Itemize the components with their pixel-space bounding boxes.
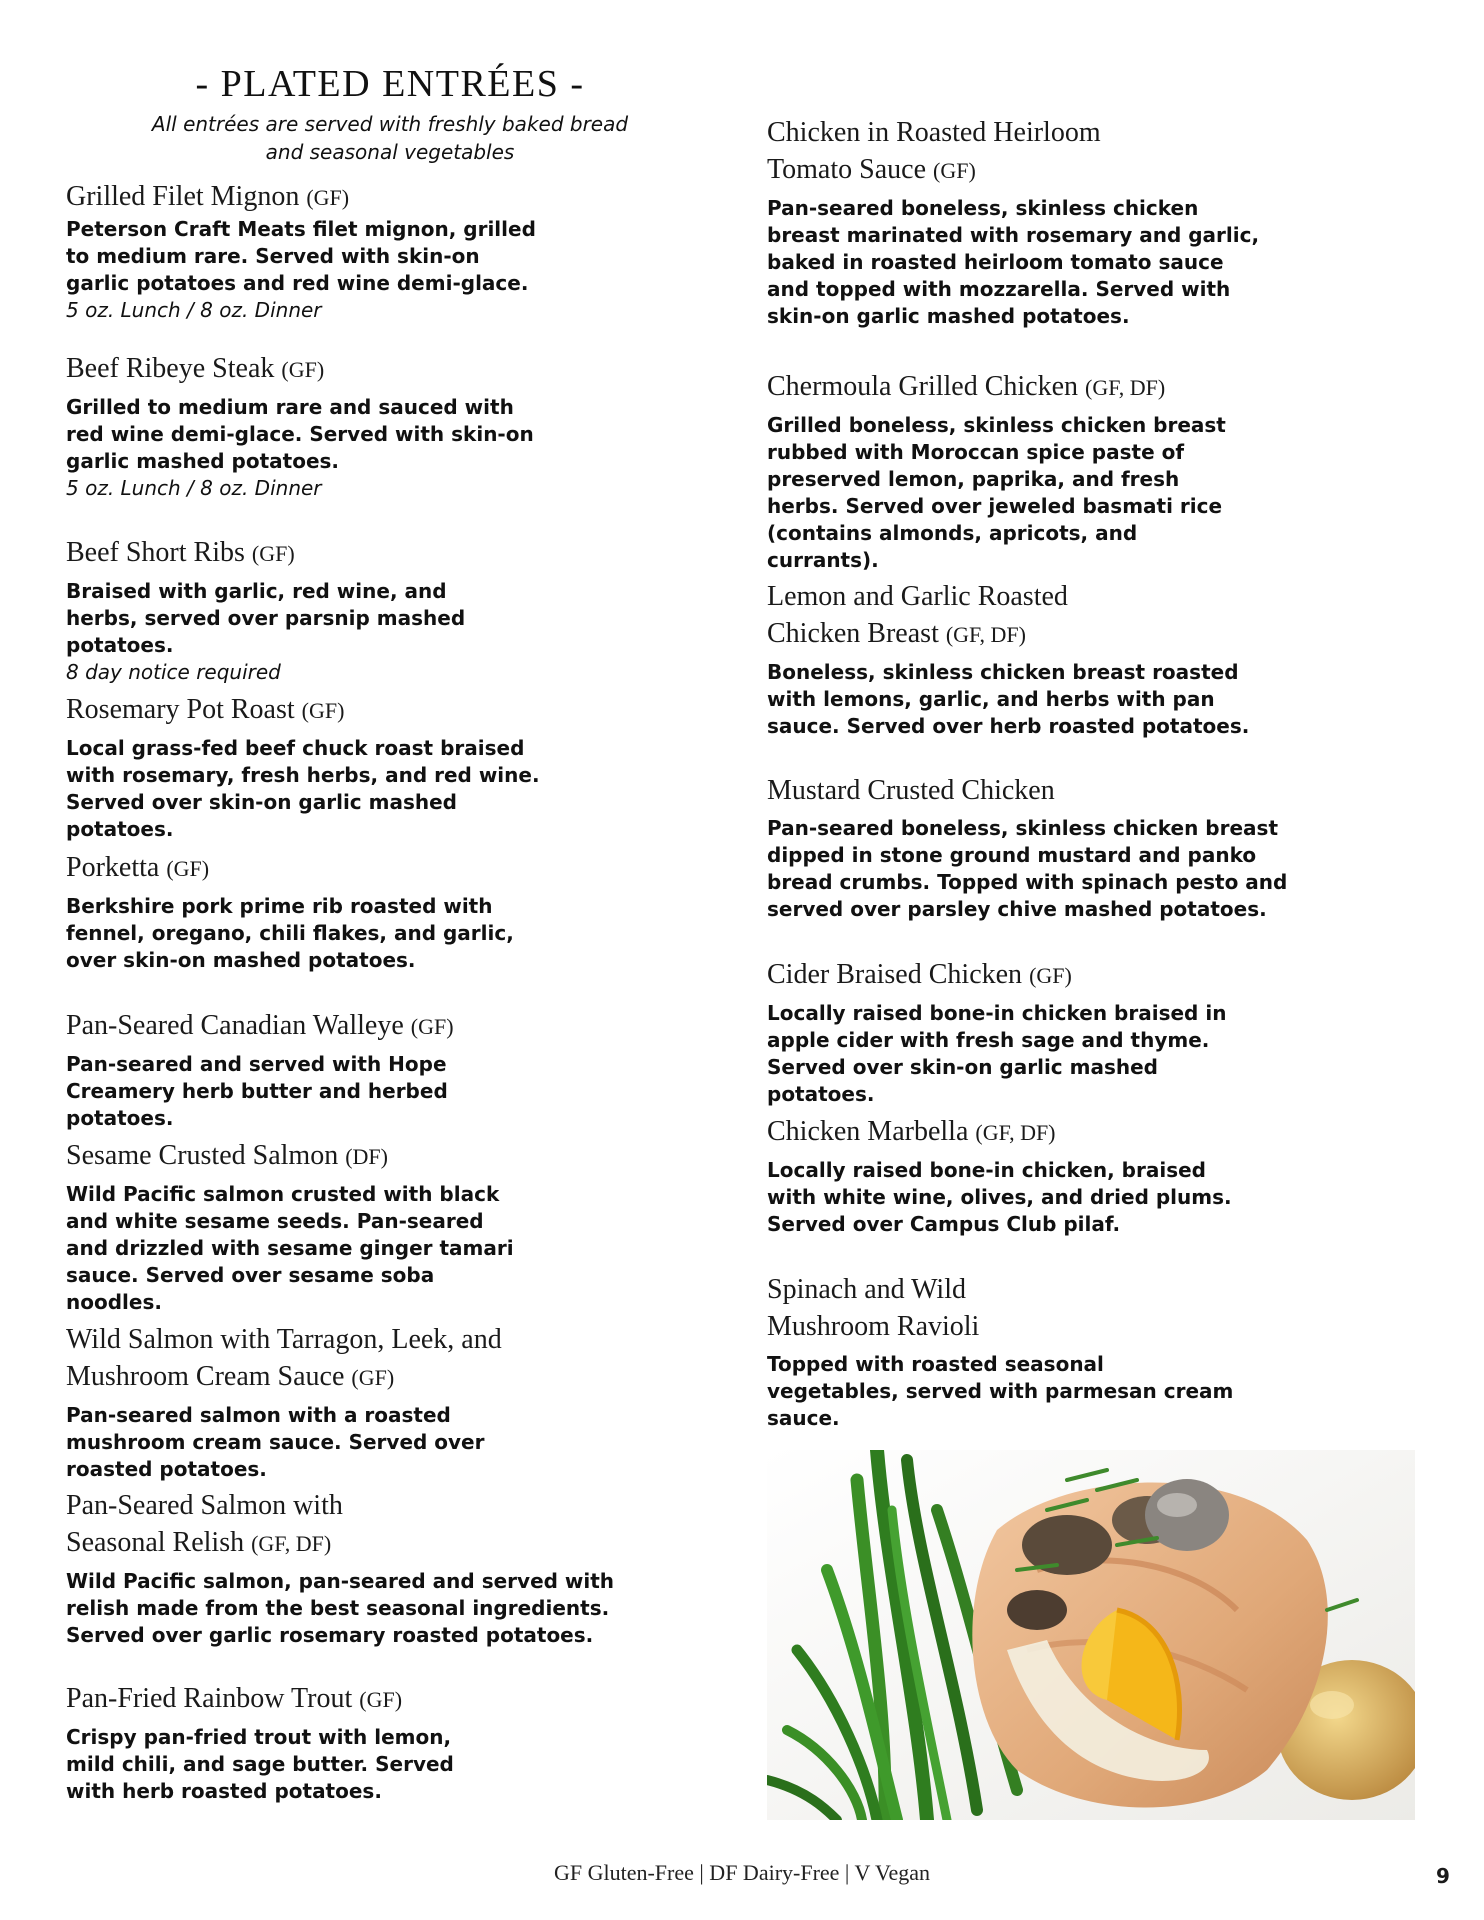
menu-item [767, 956, 1407, 1113]
dietary-tag: (GF, DF) [251, 1531, 332, 1556]
menu-item-name: Chicken Marbella (GF, DF) [767, 1116, 1056, 1147]
dietary-legend: GF Gluten-Free | DF Dairy-Free | V Vegan [553, 1860, 931, 1885]
menu-item-description: Pan-seared salmon with a roasted mushroom cream sauce. Served over roasted potatoes. [66, 1403, 485, 1481]
menu-item [66, 350, 666, 534]
menu-item-description: Locally raised bone-in chicken braised in apple cider with fresh sage and thyme. Served over skin-on garlic mashed potatoes. [767, 1001, 1227, 1106]
dietary-tag: (GF) [301, 698, 345, 723]
menu-item-description: Crispy pan-fried trout with lemon, mild chili, and sage butter. Served with herb roasted potatoes. [66, 1725, 454, 1803]
menu-item-description: Berkshire pork prime rib roasted with fennel, oregano, chili flakes, and garlic, over skin-on mashed potatoes. [66, 894, 514, 972]
portion-note: 5 oz. Lunch / 8 oz. Dinner [66, 298, 322, 322]
dietary-tag: (GF) [166, 856, 210, 881]
portion-note: 8 day notice required [66, 660, 281, 684]
dietary-tag: (GF, DF) [1085, 375, 1166, 400]
menu-item-name: Chicken in Roasted Heirloom Tomato Sauce (GF) [767, 117, 1101, 185]
menu-item [767, 368, 1407, 578]
menu-item-name: Grilled Filet Mignon (GF) [66, 181, 350, 212]
dietary-tag: (GF) [933, 158, 976, 183]
menu-item-description: Braised with garlic, red wine, and herbs, served over parsnip mashed potatoes. 8 day notice required [66, 578, 506, 686]
menu-item-description: Pan-seared and served with Hope Creamery herb butter and herbed potatoes. [66, 1052, 448, 1130]
dietary-tag: (GF, DF) [975, 1120, 1056, 1145]
menu-item-description: Wild Pacific salmon, pan-seared and served with relish made from the best seasonal ingredients. Served over garlic rosemary roasted potatoes. [66, 1569, 615, 1647]
dietary-tag: (GF) [1029, 963, 1072, 988]
menu-item [767, 1271, 1407, 1432]
menu-item-name: Spinach and Wild Mushroom Ravioli [767, 1274, 980, 1342]
dietary-tag: (GF) [281, 357, 325, 382]
menu-item-description: Local grass-fed beef chuck roast braised with rosemary, fresh herbs, and red wine. Served over skin-on garlic mashed potatoes. [66, 736, 540, 841]
menu-item-description: Pan-seared boneless, skinless chicken breast marinated with rosemary and garlic, baked in roasted heirloom tomato sauce and topped with mozzarella. Served with skin-on garlic mashed potatoes. [767, 196, 1260, 328]
menu-column-left [66, 178, 666, 1805]
page-number: 9 [1436, 1864, 1450, 1888]
menu-item-name: Rosemary Pot Roast (GF) [66, 694, 345, 725]
menu-item [66, 691, 666, 849]
menu-item [66, 849, 666, 1007]
menu-item [767, 114, 1407, 368]
menu-item-name: Mustard Crusted Chicken [767, 775, 1055, 806]
menu-item-description: Peterson Craft Meats filet mignon, grilled to medium rare. Served with skin-on garlic potatoes and red wine demi-glace. 5 oz. Lunch / 8 oz. Dinner [66, 217, 536, 322]
menu-item-description: Grilled boneless, skinless chicken breast rubbed with Moroccan spice paste of preserved lemon, paprika, and fresh herbs. Served over jeweled basmati rice (contains almonds, apricots, and currants). [767, 413, 1226, 572]
menu-item [66, 178, 666, 350]
menu-item-description: Grilled to medium rare and sauced with red wine demi-glace. Served with skin-on garlic mashed potatoes. 5 oz. Lunch / 8 oz. Dinner [66, 394, 536, 502]
menu-item [66, 1137, 666, 1321]
dietary-tag: (GF) [359, 1687, 403, 1712]
page-title: - PLATED ENTRÉES - [195, 63, 585, 105]
menu-item-name: Chermoula Grilled Chicken (GF, DF) [767, 371, 1166, 402]
menu-column-right [767, 114, 1407, 1432]
subtitle-line-2: and seasonal vegetables [265, 140, 515, 164]
dietary-tag: (GF) [351, 1365, 395, 1390]
dietary-tag: (DF) [345, 1144, 388, 1169]
menu-item-name: Pan-Seared Salmon with Seasonal Relish (GF, DF) [66, 1490, 343, 1558]
menu-item-description: Wild Pacific salmon crusted with black and white sesame seeds. Pan-seared and drizzled with sesame ginger tamari sauce. Served over sesame soba noodles. [66, 1182, 514, 1314]
subtitle-line-1: All entrées are served with freshly baked bread [151, 112, 629, 136]
menu-item [66, 1007, 666, 1137]
menu-item [767, 1113, 1407, 1271]
menu-item-description: Locally raised bone-in chicken, braised with white wine, olives, and dried plums. Served over Campus Club pilaf. [767, 1158, 1232, 1236]
menu-item-name: Cider Braised Chicken (GF) [767, 959, 1072, 990]
dietary-tag: (GF) [410, 1014, 454, 1039]
menu-item-description: Boneless, skinless chicken breast roasted with lemons, garlic, and herbs with pan sauce. Served over herb roasted potatoes. [767, 660, 1250, 738]
menu-item-name: Wild Salmon with Tarragon, Leek, and Mushroom Cream Sauce (GF) [66, 1324, 502, 1392]
menu-item [767, 772, 1407, 956]
dietary-tag: (GF) [306, 185, 350, 210]
dietary-tag: (GF, DF) [945, 622, 1026, 647]
menu-item [66, 534, 666, 691]
menu-item-name: Sesame Crusted Salmon (DF) [66, 1140, 388, 1171]
menu-item-name: Pan-Seared Canadian Walleye (GF) [66, 1010, 454, 1041]
menu-item-name: Beef Ribeye Steak (GF) [66, 353, 325, 384]
salmon-dish-photo [767, 1450, 1415, 1820]
menu-item-name: Lemon and Garlic Roasted Chicken Breast (GF, DF) [767, 581, 1068, 649]
menu-item-name: Pan-Fried Rainbow Trout (GF) [66, 1683, 403, 1714]
menu-item-description: Topped with roasted seasonal vegetables, served with parmesan cream sauce. [767, 1352, 1234, 1430]
portion-note: 5 oz. Lunch / 8 oz. Dinner [66, 476, 322, 500]
menu-item-description: Pan-seared boneless, skinless chicken breast dipped in stone ground mustard and panko bread crumbs. Topped with spinach pesto and served over parsley chive mashed potatoes. [767, 816, 1288, 921]
menu-item [767, 578, 1407, 772]
menu-item [66, 1321, 666, 1487]
dietary-tag: (GF) [251, 541, 295, 566]
menu-item [66, 1680, 666, 1805]
menu-item [66, 1487, 666, 1680]
page-header [60, 62, 720, 166]
menu-item-name: Porketta (GF) [66, 852, 210, 883]
menu-item-name: Beef Short Ribs (GF) [66, 537, 295, 568]
